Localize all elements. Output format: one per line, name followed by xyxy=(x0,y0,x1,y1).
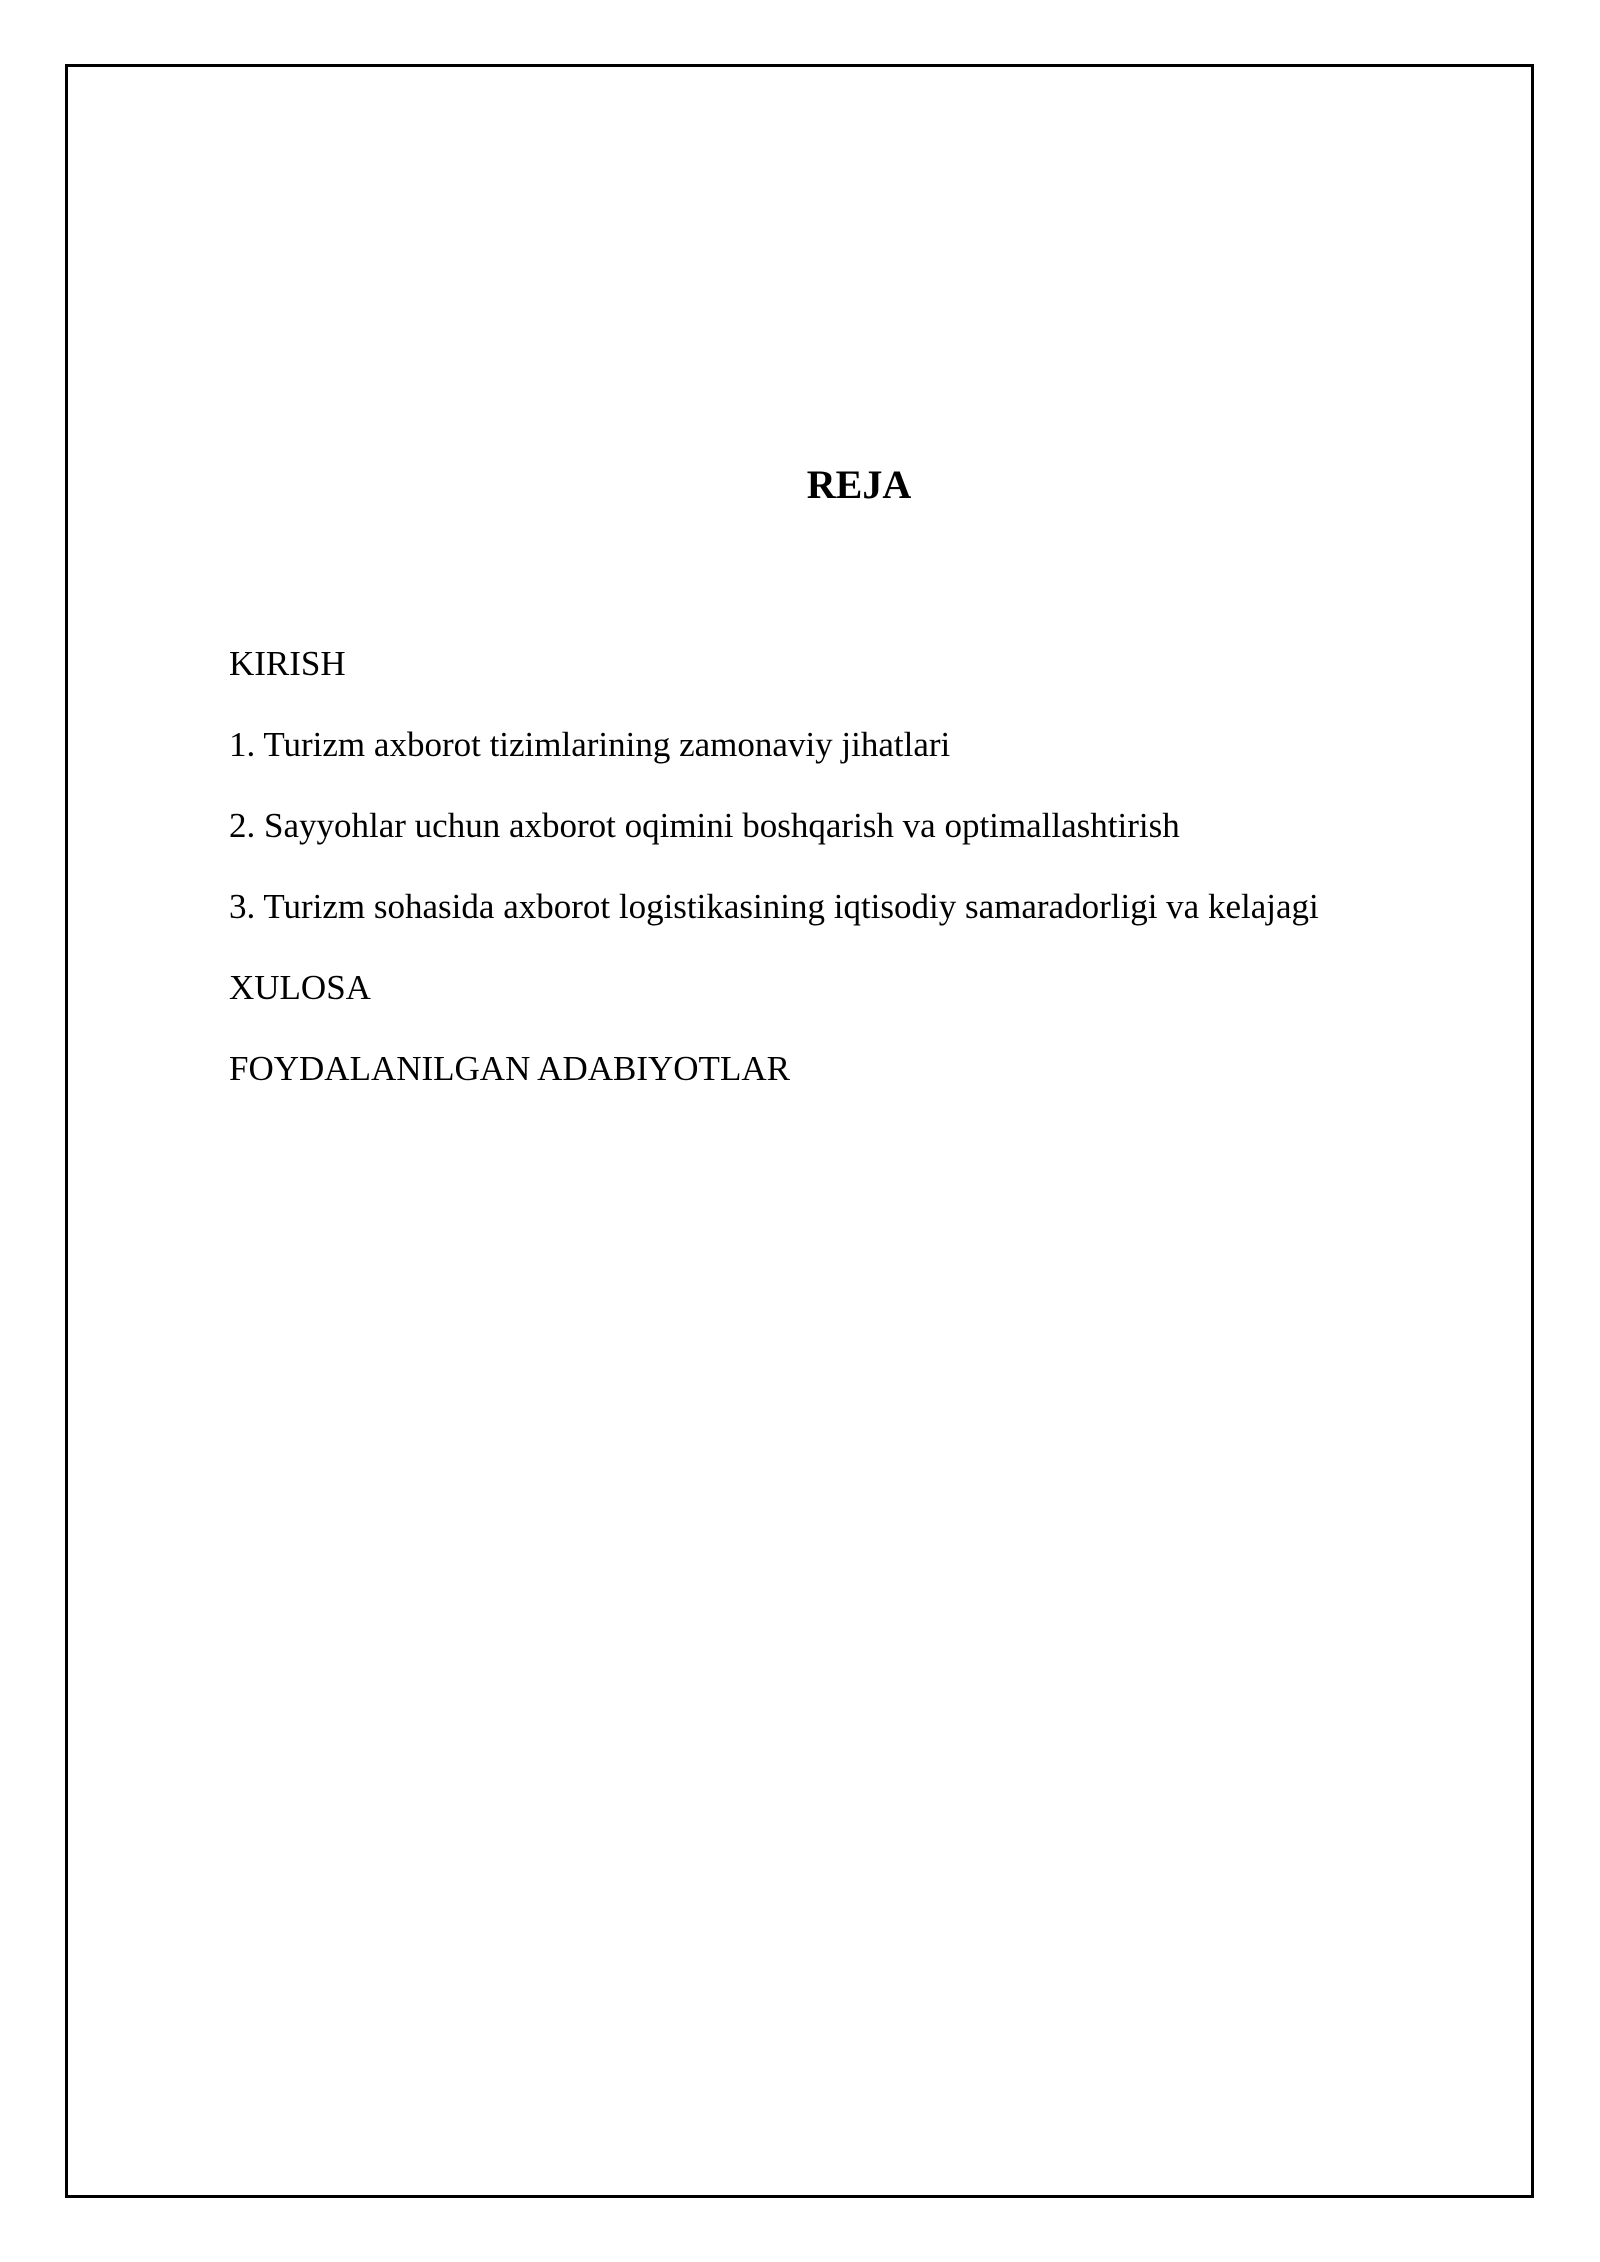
toc-item-chapter-3: 3. Turizm sohasida axborot logistikasining iqtisodiy samaradorligi va kelajagi xyxy=(229,887,1319,926)
toc-item-references: FOYDALANILGAN ADABIYOTLAR xyxy=(229,1049,790,1088)
table-of-contents xyxy=(229,641,1319,1127)
toc-item-conclusion: XULOSA xyxy=(229,968,371,1007)
toc-item-chapter-1: 1. Turizm axborot tizimlarining zamonaviy jihatlari xyxy=(229,725,951,764)
page-border xyxy=(65,64,1534,2198)
toc-item-chapter-2: 2. Sayyohlar uchun axborot oqimini boshqarish va optimallashtirish xyxy=(229,806,1180,845)
page-title: REJA xyxy=(806,462,912,507)
toc-item-introduction: KIRISH xyxy=(229,644,346,683)
